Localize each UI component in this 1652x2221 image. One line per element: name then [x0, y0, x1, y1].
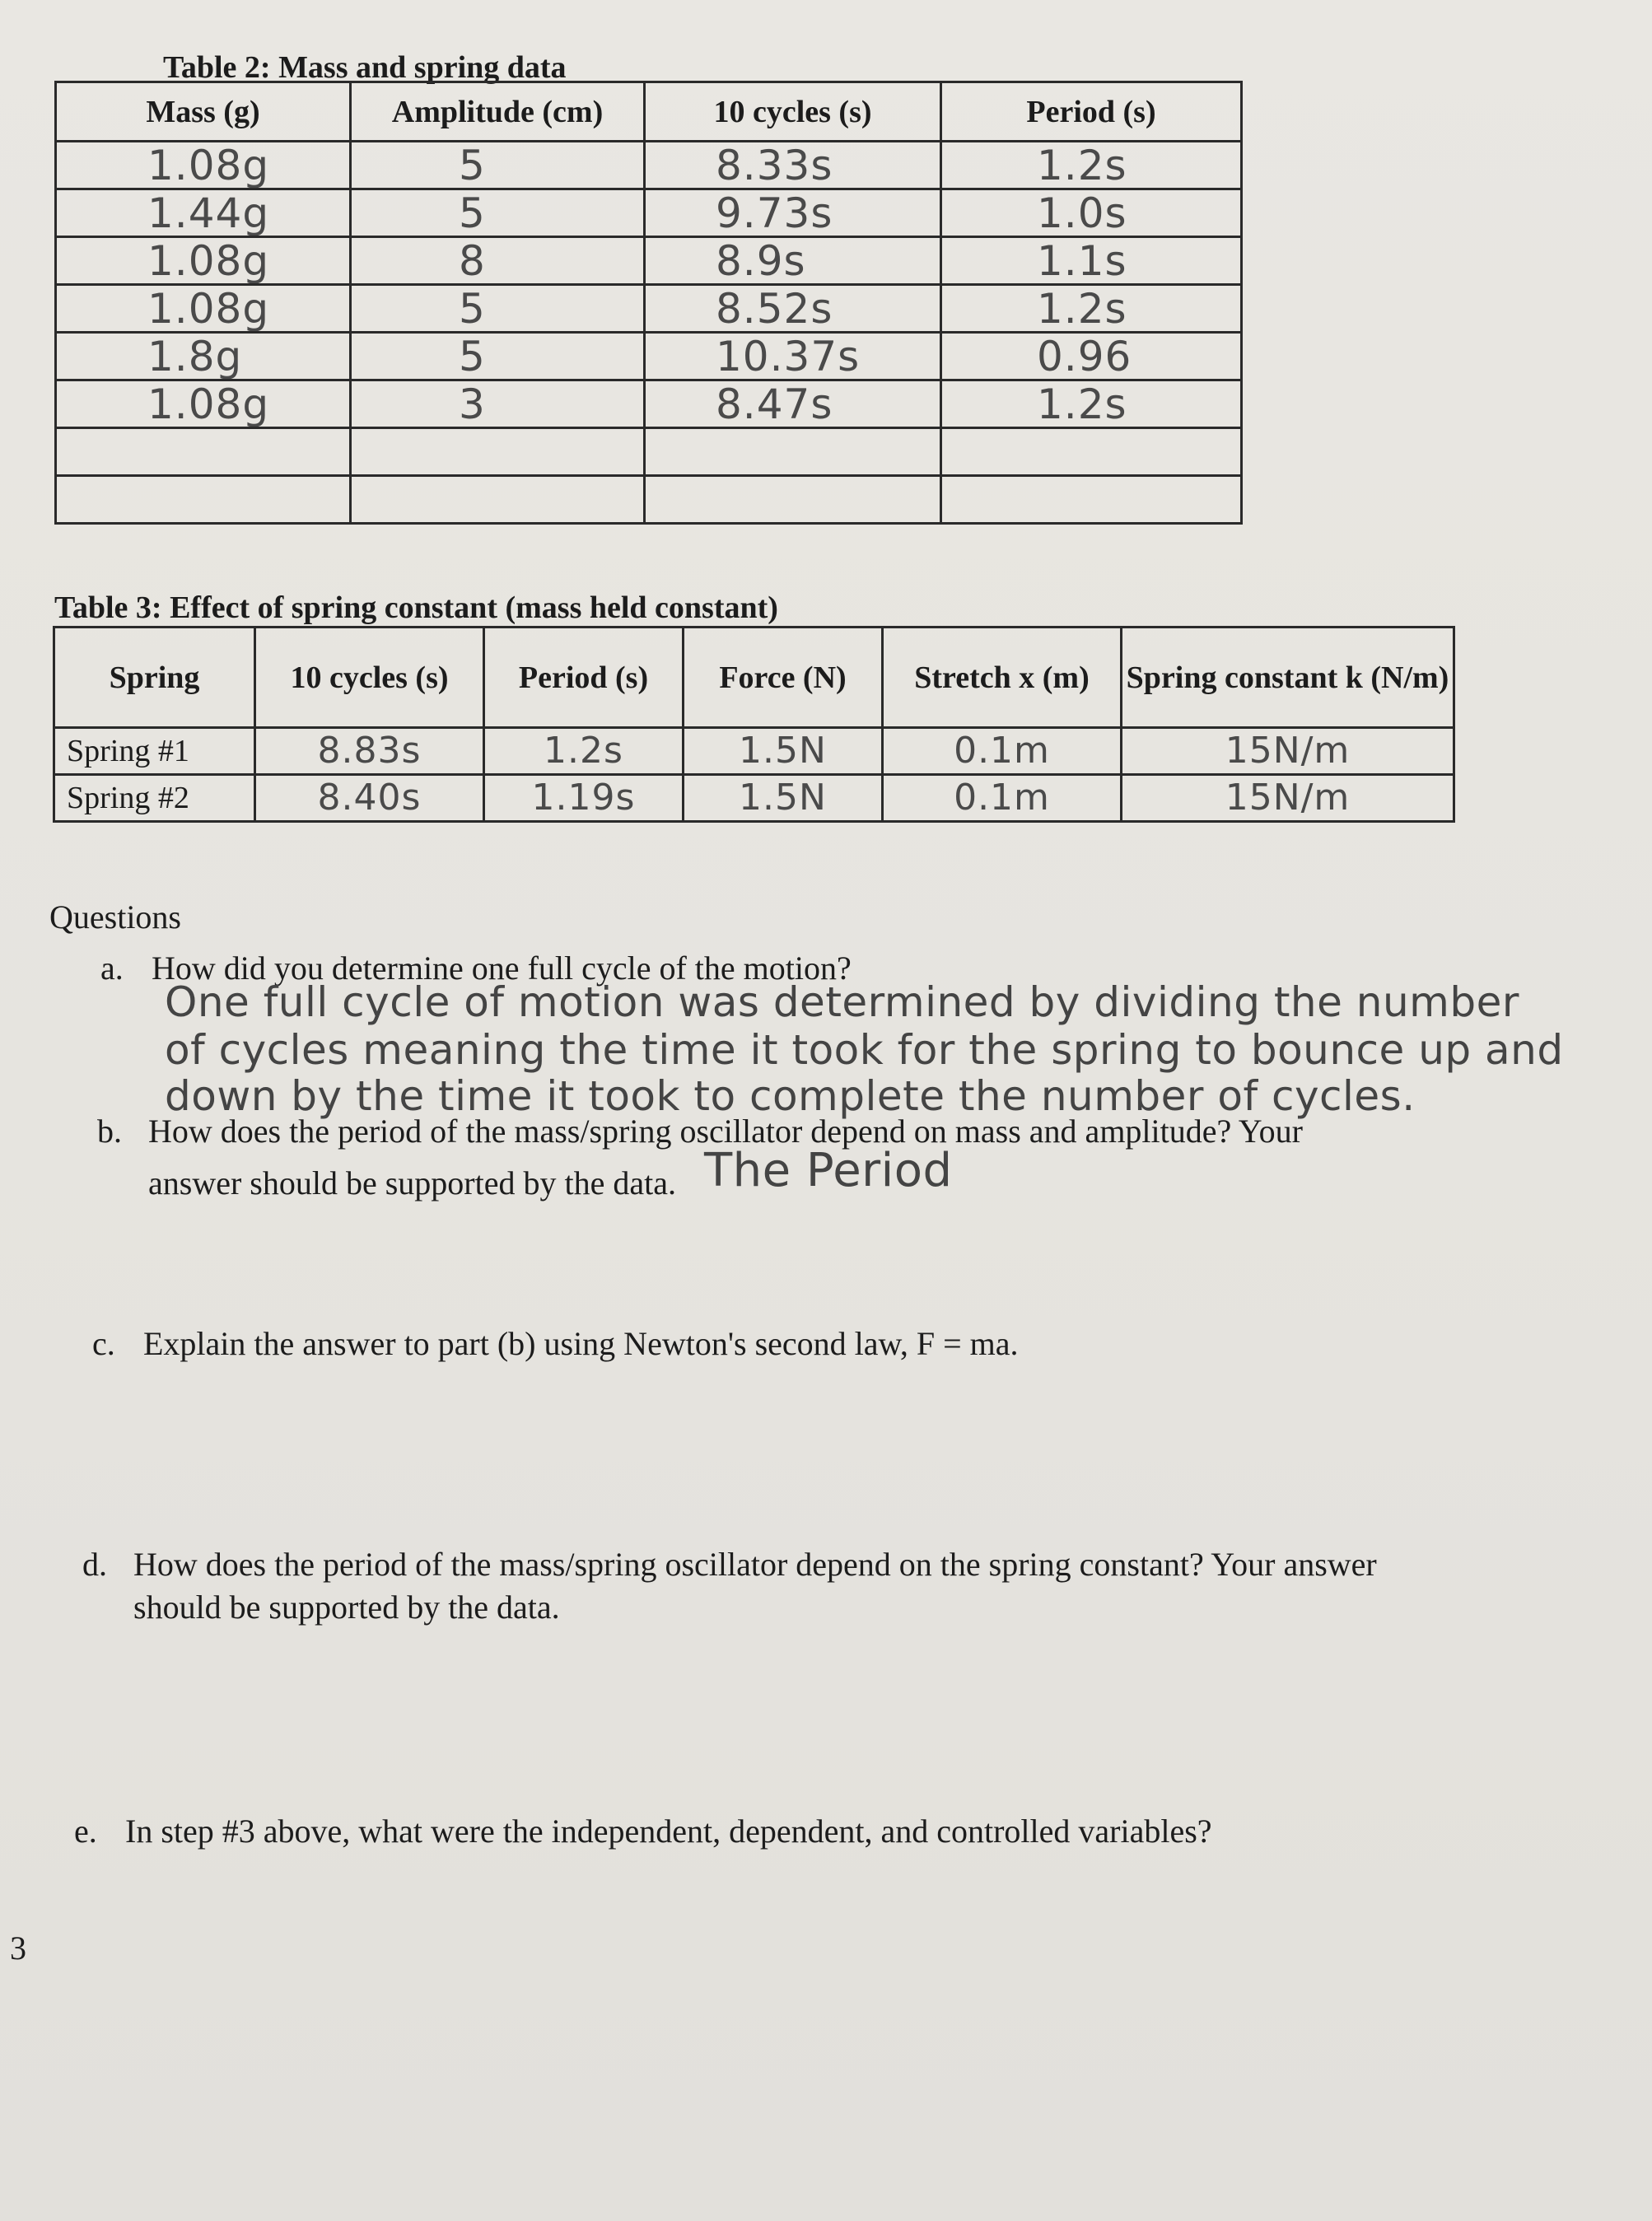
table2-cell: 5: [351, 142, 645, 189]
answer-a-line-2: of cycles meaning the time it took for the spring to bounce up and: [165, 1026, 1564, 1074]
table2-caption: Table 2: Mass and spring data: [163, 50, 567, 85]
table2-cell: 1.0s: [941, 189, 1242, 237]
question-b-line-2: answer should be supported by the data.: [148, 1164, 676, 1201]
table2-cell: 5: [351, 189, 645, 237]
answer-b: The Period: [703, 1144, 953, 1197]
table3-header-cycles: 10 cycles (s): [255, 628, 484, 728]
question-c-letter: c.: [92, 1325, 115, 1362]
table2-cell: [941, 476, 1242, 524]
table2-cell: 0.96: [941, 333, 1242, 380]
table2-row: [56, 380, 1242, 428]
table2-cell: 1.8g: [56, 333, 351, 380]
table2-cell: [56, 476, 351, 524]
table3-header-spring-constant: Spring constant k (N/m): [1122, 628, 1454, 728]
table3-cell: 15N/m: [1122, 728, 1454, 775]
question-d-line-2: should be supported by the data.: [133, 1589, 560, 1626]
table2-cell: [645, 428, 941, 476]
table2-cell: [56, 428, 351, 476]
answer-a-line-3: down by the time it took to complete the number of cycles.: [165, 1072, 1416, 1120]
table2-cell: 8.33s: [645, 142, 941, 189]
questions-heading: Questions: [49, 898, 181, 936]
table2: [54, 81, 1243, 525]
table3-header-period: Period (s): [484, 628, 684, 728]
table2-cell: 8: [351, 237, 645, 285]
table2-row: [56, 237, 1242, 285]
table2-cell: 1.08g: [56, 237, 351, 285]
table2-row-empty: [56, 476, 1242, 524]
table2-row-empty: [56, 428, 1242, 476]
table2-cell: 1.2s: [941, 380, 1242, 428]
table3-caption: Table 3: Effect of spring constant (mass held constant): [54, 590, 778, 625]
table2-cell: 3: [351, 380, 645, 428]
table2-header-mass: Mass (g): [56, 82, 351, 142]
table2-cell: [941, 428, 1242, 476]
table2-row: [56, 142, 1242, 189]
table3-cell: 1.2s: [484, 728, 684, 775]
question-b: [97, 1112, 1303, 1150]
table3: [53, 626, 1455, 823]
table2-header-cycles: 10 cycles (s): [645, 82, 941, 142]
table2-cell: 1.08g: [56, 142, 351, 189]
question-e-text: In step #3 above, what were the independent, dependent, and controlled variables?: [125, 1813, 1212, 1850]
table2-cell: 1.2s: [941, 142, 1242, 189]
table3-header-stretch: Stretch x (m): [883, 628, 1122, 728]
question-a-text: How did you determine one full cycle of the motion?: [152, 950, 852, 987]
table2-header-amplitude: Amplitude (cm): [351, 82, 645, 142]
table3-cell: 8.40s: [255, 775, 484, 822]
table2-cell: 8.9s: [645, 237, 941, 285]
table3-cell: 0.1m: [883, 775, 1122, 822]
table3-cell: 1.19s: [484, 775, 684, 822]
question-d-line-1: How does the period of the mass/spring oscillator depend on the spring constant? Your answer: [133, 1546, 1377, 1583]
table2-cell: 1.08g: [56, 285, 351, 333]
table3-header-spring: Spring: [54, 628, 255, 728]
table3-cell: 1.5N: [684, 775, 883, 822]
table2-row: [56, 333, 1242, 380]
question-d-letter: d.: [82, 1546, 107, 1583]
table3-row: [54, 775, 1454, 822]
table2-cell: [645, 476, 941, 524]
table2-row: [56, 189, 1242, 237]
table2-cell: 10.37s: [645, 333, 941, 380]
table3-cell: 15N/m: [1122, 775, 1454, 822]
question-c-text: Explain the answer to part (b) using Newton's second law, F = ma.: [143, 1325, 1019, 1362]
table2-cell: 9.73s: [645, 189, 941, 237]
table3-header-force: Force (N): [684, 628, 883, 728]
question-e: [74, 1812, 1212, 1850]
table3-cell: 1.5N: [684, 728, 883, 775]
question-b-line-1: How does the period of the mass/spring oscillator depend on mass and amplitude? Your: [148, 1113, 1303, 1150]
table2-cell: 8.52s: [645, 285, 941, 333]
table3-cell: 8.83s: [255, 728, 484, 775]
question-b-letter: b.: [97, 1113, 122, 1150]
table2-row: [56, 285, 1242, 333]
table3-cell: 0.1m: [883, 728, 1122, 775]
table3-spring-label: Spring #1: [54, 728, 255, 775]
question-e-letter: e.: [74, 1813, 97, 1850]
table3-row: [54, 728, 1454, 775]
table2-cell: 8.47s: [645, 380, 941, 428]
answer-a-line-1: One full cycle of motion was determined by dividing the number: [165, 978, 1519, 1026]
table2-cell: 5: [351, 333, 645, 380]
table2-cell: 1.44g: [56, 189, 351, 237]
question-c: [92, 1324, 1019, 1363]
question-b-line-2-wrap: [148, 1144, 953, 1202]
table2-cell: 1.08g: [56, 380, 351, 428]
table2-cell: 1.2s: [941, 285, 1242, 333]
question-d: [82, 1545, 1377, 1584]
table3-spring-label: Spring #2: [54, 775, 255, 822]
table2-cell: 1.1s: [941, 237, 1242, 285]
page-number: 3: [10, 1929, 26, 1967]
table2-cell: [351, 476, 645, 524]
table2-cell: [351, 428, 645, 476]
table2-header-period: Period (s): [941, 82, 1242, 142]
question-a-letter: a.: [100, 950, 124, 987]
table2-cell: 5: [351, 285, 645, 333]
